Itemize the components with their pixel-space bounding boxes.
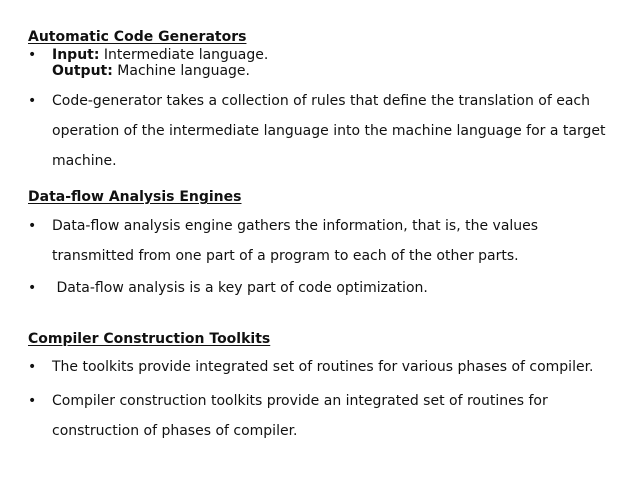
bullet-mark: • (28, 47, 37, 63)
bullet-data-flow-key (28, 273, 624, 303)
section-heading-code-generators: Automatic Code Generators (28, 29, 247, 45)
bullet-text: Code-generator takes a collection of rules that define the translation of each operation of the intermediate language into the machine language for a target machine. (52, 93, 606, 169)
bullet-toolkits-provide (28, 352, 624, 382)
bullet-text: Data-flow analysis is a key part of code optimization. (52, 280, 428, 296)
bullet-mark: • (28, 280, 37, 296)
bullet-text: Compiler construction toolkits provide an integrated set of routines for construction of phases of compiler. (52, 393, 548, 439)
output-text: Machine language. (112, 63, 250, 79)
bullet-code-generator (28, 86, 624, 176)
bullet-mark: • (28, 218, 37, 234)
io-text (52, 47, 624, 79)
input-text: Intermediate language. (99, 47, 269, 63)
input-label: Input: (52, 47, 100, 63)
bullet-mark: • (28, 93, 37, 109)
bullet-mark: • (28, 359, 37, 375)
output-label: Output: (52, 63, 113, 79)
bullet-construction-toolkits (28, 386, 624, 446)
bullet-text: Data-flow analysis engine gathers the information, that is, the values transmitted from one part of a program to each of the other parts. (52, 218, 539, 264)
bullet-mark: • (28, 393, 37, 409)
bullet-io (28, 47, 624, 79)
bullet-text: The toolkits provide integrated set of routines for various phases of compiler. (52, 359, 594, 375)
section-heading-data-flow: Data-flow Analysis Engines (28, 189, 242, 205)
section-heading-toolkits: Compiler Construction Toolkits (28, 331, 271, 347)
bullet-data-flow-engine (28, 211, 624, 271)
